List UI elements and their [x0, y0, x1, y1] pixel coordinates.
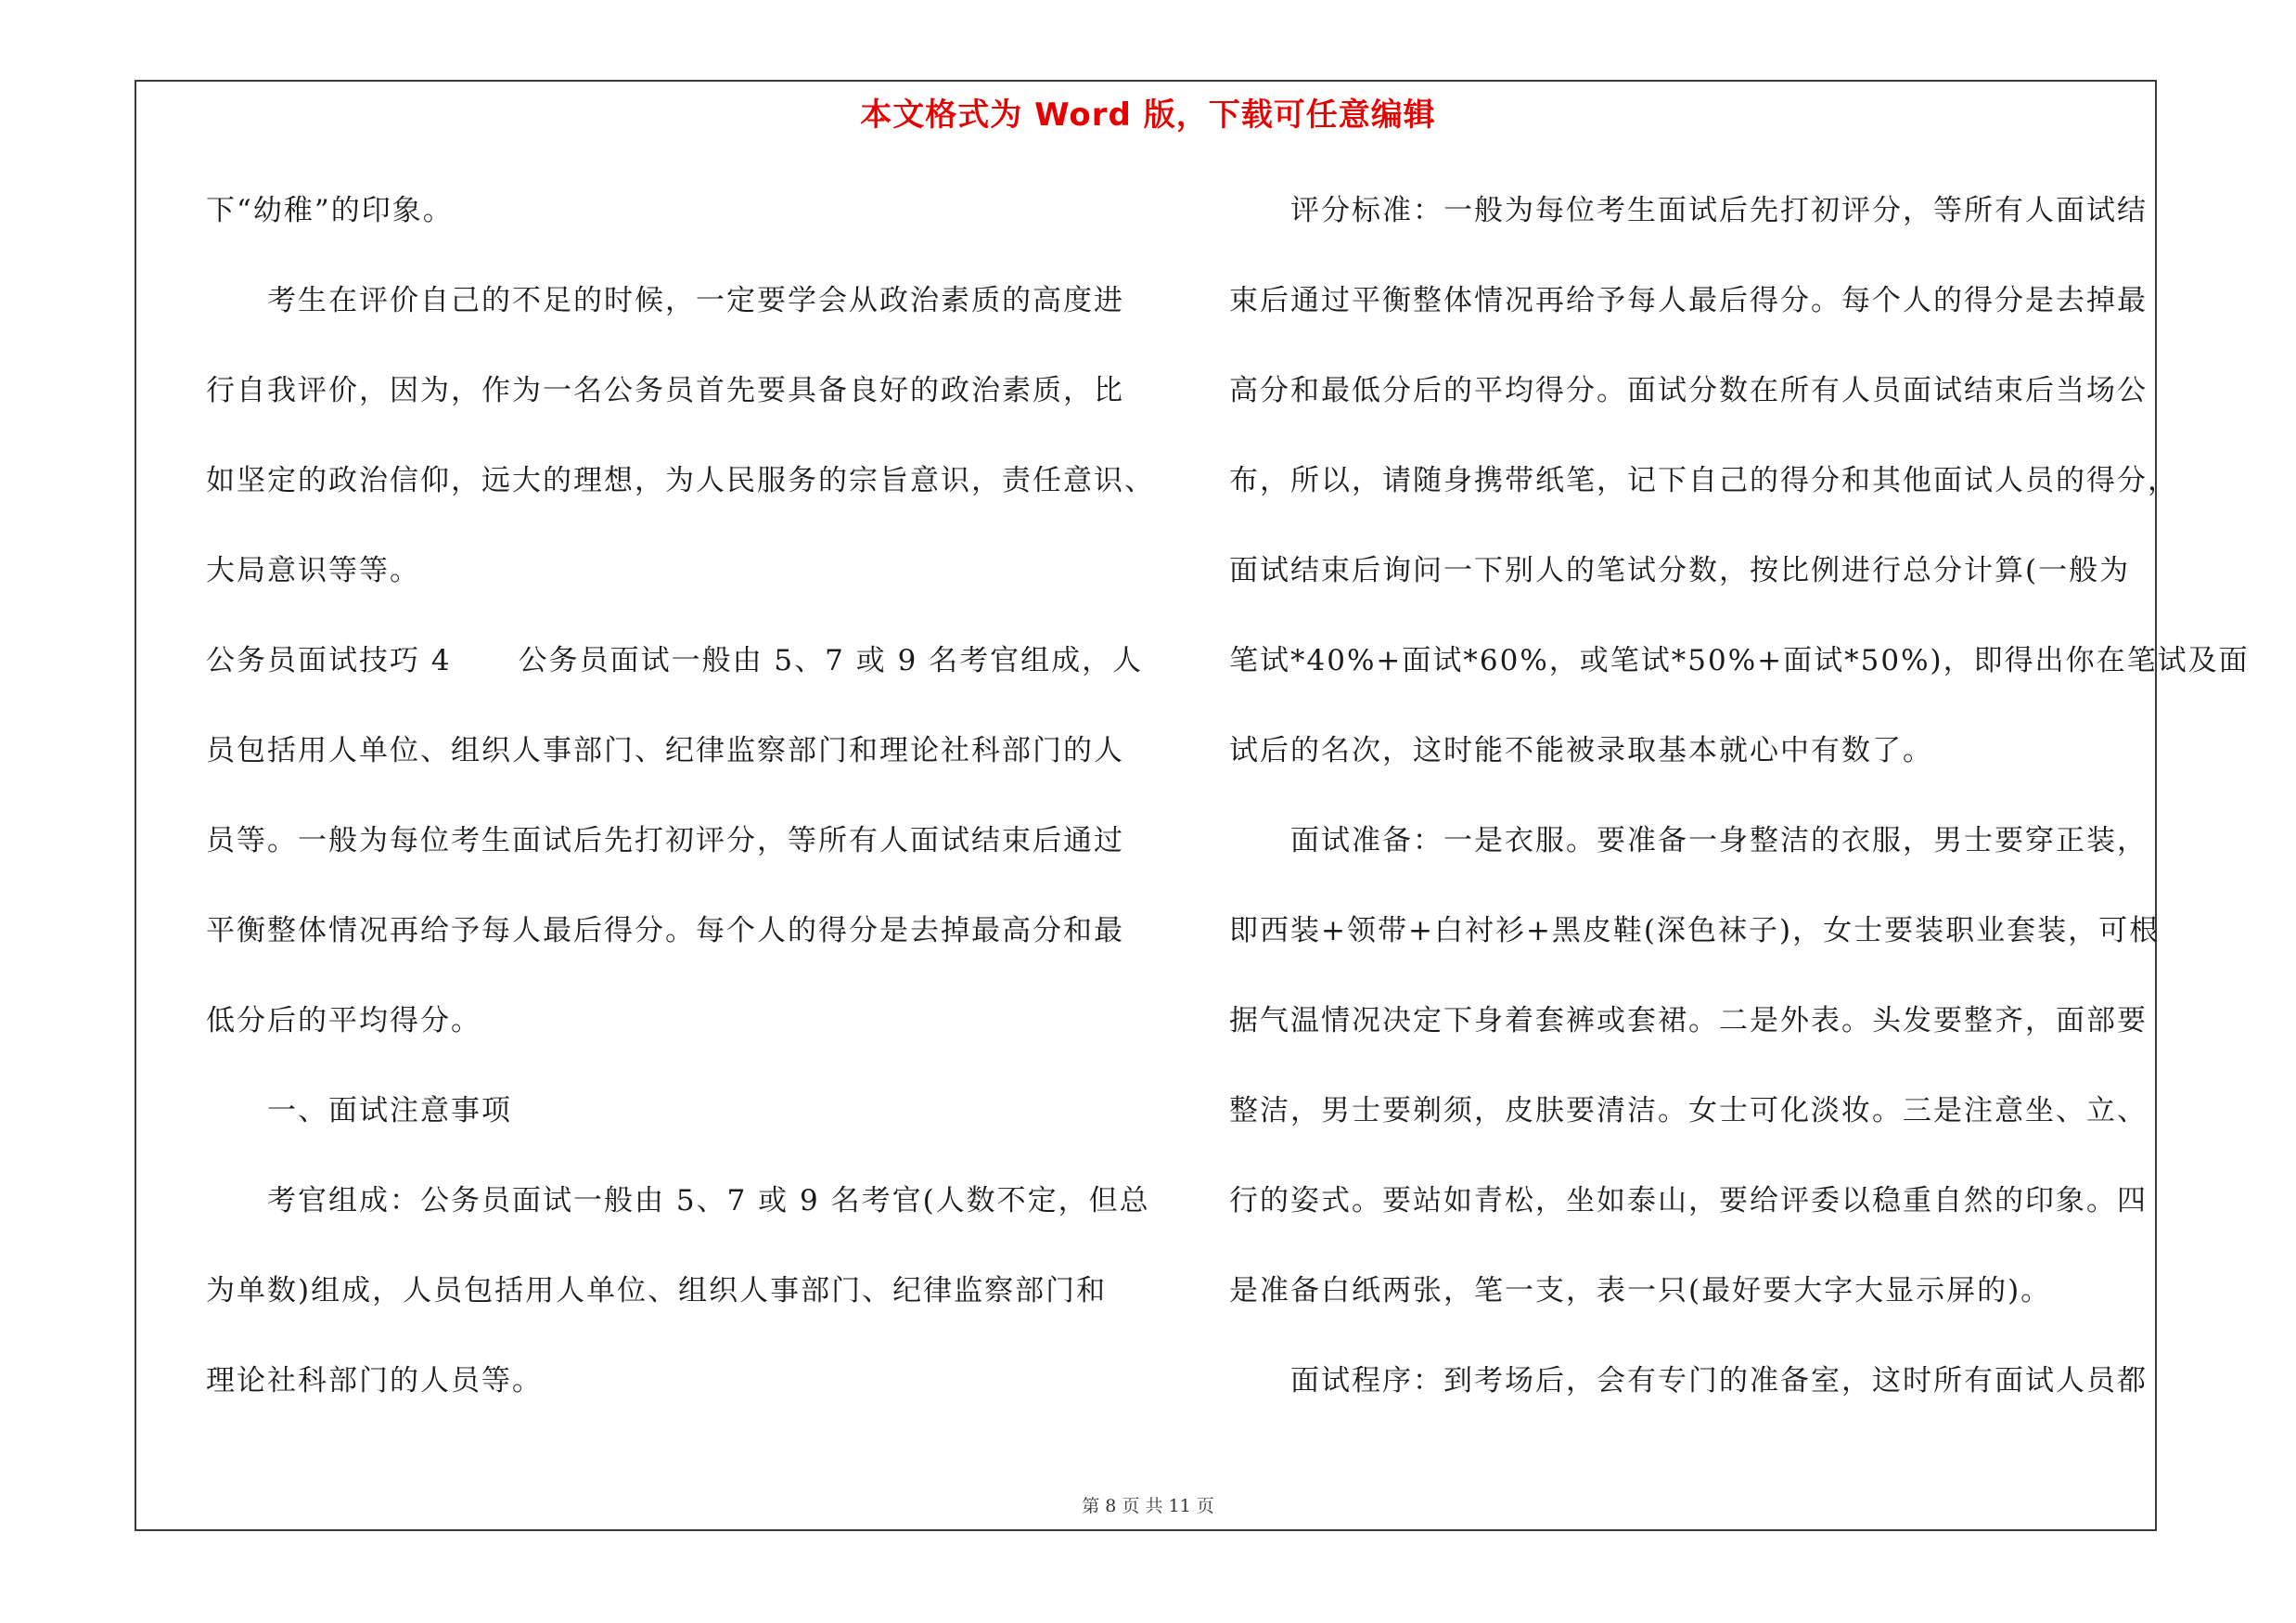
section-heading: 公务员面试技巧 4 — [206, 644, 452, 677]
paragraph-line: 整洁，男士要剃须，皮肤要清洁。女士可化淡妆。三是注意坐、立、 — [1229, 1094, 2148, 1127]
paragraph-line: 大局意识等等。 — [206, 554, 420, 587]
paragraph-line: 如坚定的政治信仰，远大的理想，为人民服务的宗旨意识，责任意识、 — [206, 464, 1155, 497]
paragraph-line: 平衡整体情况再给予每人最后得分。每个人的得分是去掉最高分和最 — [206, 914, 1124, 947]
paragraph-line: 据气温情况决定下身着套裤或套裙。二是外表。头发要整齐，面部要 — [1229, 1004, 2148, 1037]
paragraph-line: 面试结束后询问一下别人的笔试分数，按比例进行总分计算(一般为 — [1229, 554, 2131, 587]
paragraph-line: 即西装+领带+白衬衫+黑皮鞋(深色袜子)，女士要装职业套装，可根 — [1229, 914, 2161, 947]
paragraph-line: 面试程序：到考场后，会有专门的准备室，这时所有面试人员都 — [1290, 1364, 2148, 1398]
paragraph-line: 低分后的平均得分。 — [206, 1004, 481, 1037]
page-number-footer: 第 8 页 共 11 页 — [1082, 1496, 1214, 1516]
paragraph-line: 评分标准：一般为每位考生面试后先打初评分，等所有人面试结 — [1290, 194, 2148, 227]
paragraph-line: 为单数)组成，人员包括用人单位、组织人事部门、纪律监察部门和 — [206, 1274, 1108, 1307]
paragraph-text: 公务员面试一般由 5、7 或 9 名考官组成，人 — [518, 644, 1144, 677]
left-column — [206, 180, 1155, 1440]
right-column — [1229, 180, 2250, 1440]
document-banner: 本文格式为 Word 版，下载可任意编辑 — [860, 97, 1436, 134]
paragraph-line: 高分和最低分后的平均得分。面试分数在所有人员面试结束后当场公 — [1229, 374, 2148, 407]
paragraph-line: 布，所以，请随身携带纸笔，记下自己的得分和其他面试人员的得分， — [1229, 464, 2178, 497]
paragraph-line: 员等。一般为每位考生面试后先打初评分，等所有人面试结束后通过 — [206, 824, 1124, 857]
paragraph-line: 下“幼稚”的印象。 — [206, 194, 454, 227]
paragraph-line: 是准备白纸两张，笔一支，表一只(最好要大字大显示屏的)。 — [1229, 1274, 2052, 1307]
paragraph-line: 考官组成：公务员面试一般由 5、7 或 9 名考官(人数不定，但总 — [267, 1184, 1150, 1217]
paragraph-line: 行的姿式。要站如青松，坐如泰山，要给评委以稳重自然的印象。四 — [1229, 1184, 2148, 1217]
section-heading-line — [206, 630, 1144, 720]
paragraph-line: 试后的名次，这时能不能被录取基本就心中有数了。 — [1229, 734, 1933, 767]
paragraph-line: 理论社科部门的人员等。 — [206, 1364, 543, 1398]
paragraph-line: 束后通过平衡整体情况再给予每人最后得分。每个人的得分是去掉最 — [1229, 284, 2148, 317]
paragraph-line: 面试准备：一是衣服。要准备一身整洁的衣服，男士要穿正装， — [1290, 824, 2148, 857]
paragraph-line: 员包括用人单位、组织人事部门、纪律监察部门和理论社科部门的人 — [206, 734, 1124, 767]
subheading-line: 一、面试注意事项 — [267, 1094, 512, 1127]
paragraph-line: 考生在评价自己的不足的时候，一定要学会从政治素质的高度进 — [267, 284, 1124, 317]
paragraph-line: 行自我评价，因为，作为一名公务员首先要具备良好的政治素质，比 — [206, 374, 1124, 407]
paragraph-line: 笔试*40%+面试*60%，或笔试*50%+面试*50%)，即得出你在笔试及面 — [1229, 644, 2250, 677]
